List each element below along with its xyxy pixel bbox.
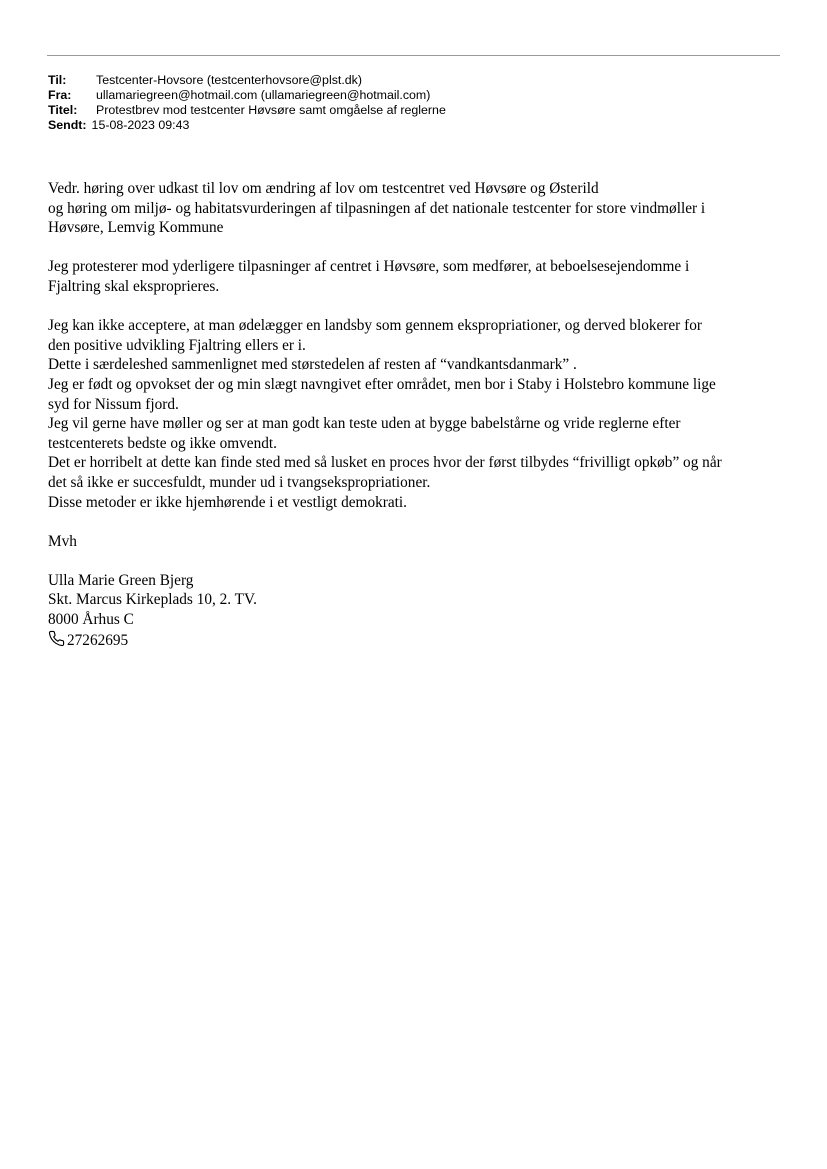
paragraph-protest	[48, 257, 788, 296]
to-label: Til:	[48, 73, 67, 87]
body-line: Dette i særdeleshed sammenlignet med størstedelen af resten af “vandkantsdanmark” .	[48, 356, 577, 374]
phone-icon	[48, 630, 65, 647]
body-line: Disse metoder er ikke hjemhørende i et vestligt demokrati.	[48, 493, 407, 511]
signature-phone-line	[48, 630, 788, 651]
email-header	[48, 73, 446, 133]
header-divider	[47, 55, 780, 56]
body-line: Fjaltring skal eksproprieres.	[48, 277, 220, 295]
body-line: Jeg vil gerne have møller og ser at man godt kan teste uden at bygge babelstårne og vride reglerne efter	[48, 415, 681, 433]
body-line: Jeg kan ikke acceptere, at man ødelægger en landsby som gennem ekspropriationer, og derved blokerer for	[48, 317, 702, 335]
body-line: Høvsøre, Lemvig Kommune	[48, 219, 224, 237]
subject-value: Protestbrev mod testcenter Høvsøre samt omgåelse af reglerne	[96, 103, 446, 117]
body-line: syd for Nissum fjord.	[48, 395, 179, 413]
signature-name: Ulla Marie Green Bjerg	[48, 571, 194, 589]
paragraph-subject-reference	[48, 179, 788, 238]
body-line: den positive udvikling Fjaltring ellers er i.	[48, 336, 306, 354]
from-value: ullamariegreen@hotmail.com (ullamariegreen@hotmail.com)	[96, 88, 431, 102]
body-line: Jeg protesterer mod yderligere tilpasninger af centret i Høvsøre, som medfører, at beboelsesejendomme i	[48, 258, 690, 276]
subject-row	[48, 103, 446, 118]
body-line: Jeg er født og opvokset der og min slægt navngivet efter området, men bor i Staby i Holstebro kommune lige	[48, 375, 716, 393]
signature-address-line1: Skt. Marcus Kirkeplads 10, 2. TV.	[48, 591, 257, 609]
closing: Mvh	[48, 532, 77, 550]
from-row	[48, 88, 446, 103]
paragraph-arguments	[48, 316, 788, 512]
email-body	[48, 179, 788, 650]
sent-value: 15-08-2023 09:43	[91, 118, 190, 132]
sent-label: Sendt:	[48, 118, 87, 132]
body-line: Det er horribelt at dette kan finde sted med så lusket en proces hvor der først tilbydes “frivilligt opkøb” og når	[48, 454, 722, 472]
signature-phone: 27262695	[67, 631, 129, 649]
to-row	[48, 73, 446, 88]
sent-row	[48, 118, 446, 133]
subject-label: Titel:	[48, 103, 78, 117]
to-value: Testcenter-Hovsore (testcenterhovsore@plst.dk)	[96, 73, 362, 87]
from-label: Fra:	[48, 88, 72, 102]
signature-address-line2: 8000 Århus C	[48, 611, 134, 629]
body-line: og høring om miljø- og habitatsvurderingen af tilpasningen af det nationale testcenter for store vindmøller i	[48, 199, 706, 217]
signature	[48, 571, 788, 650]
body-line: testcenterets bedste og ikke omvendt.	[48, 434, 277, 452]
body-line: Vedr. høring over udkast til lov om ændring af lov om testcentret ved Høvsøre og Østerild	[48, 180, 599, 197]
body-line: det så ikke er succesfuldt, munder ud i tvangsekspropriationer.	[48, 473, 431, 491]
